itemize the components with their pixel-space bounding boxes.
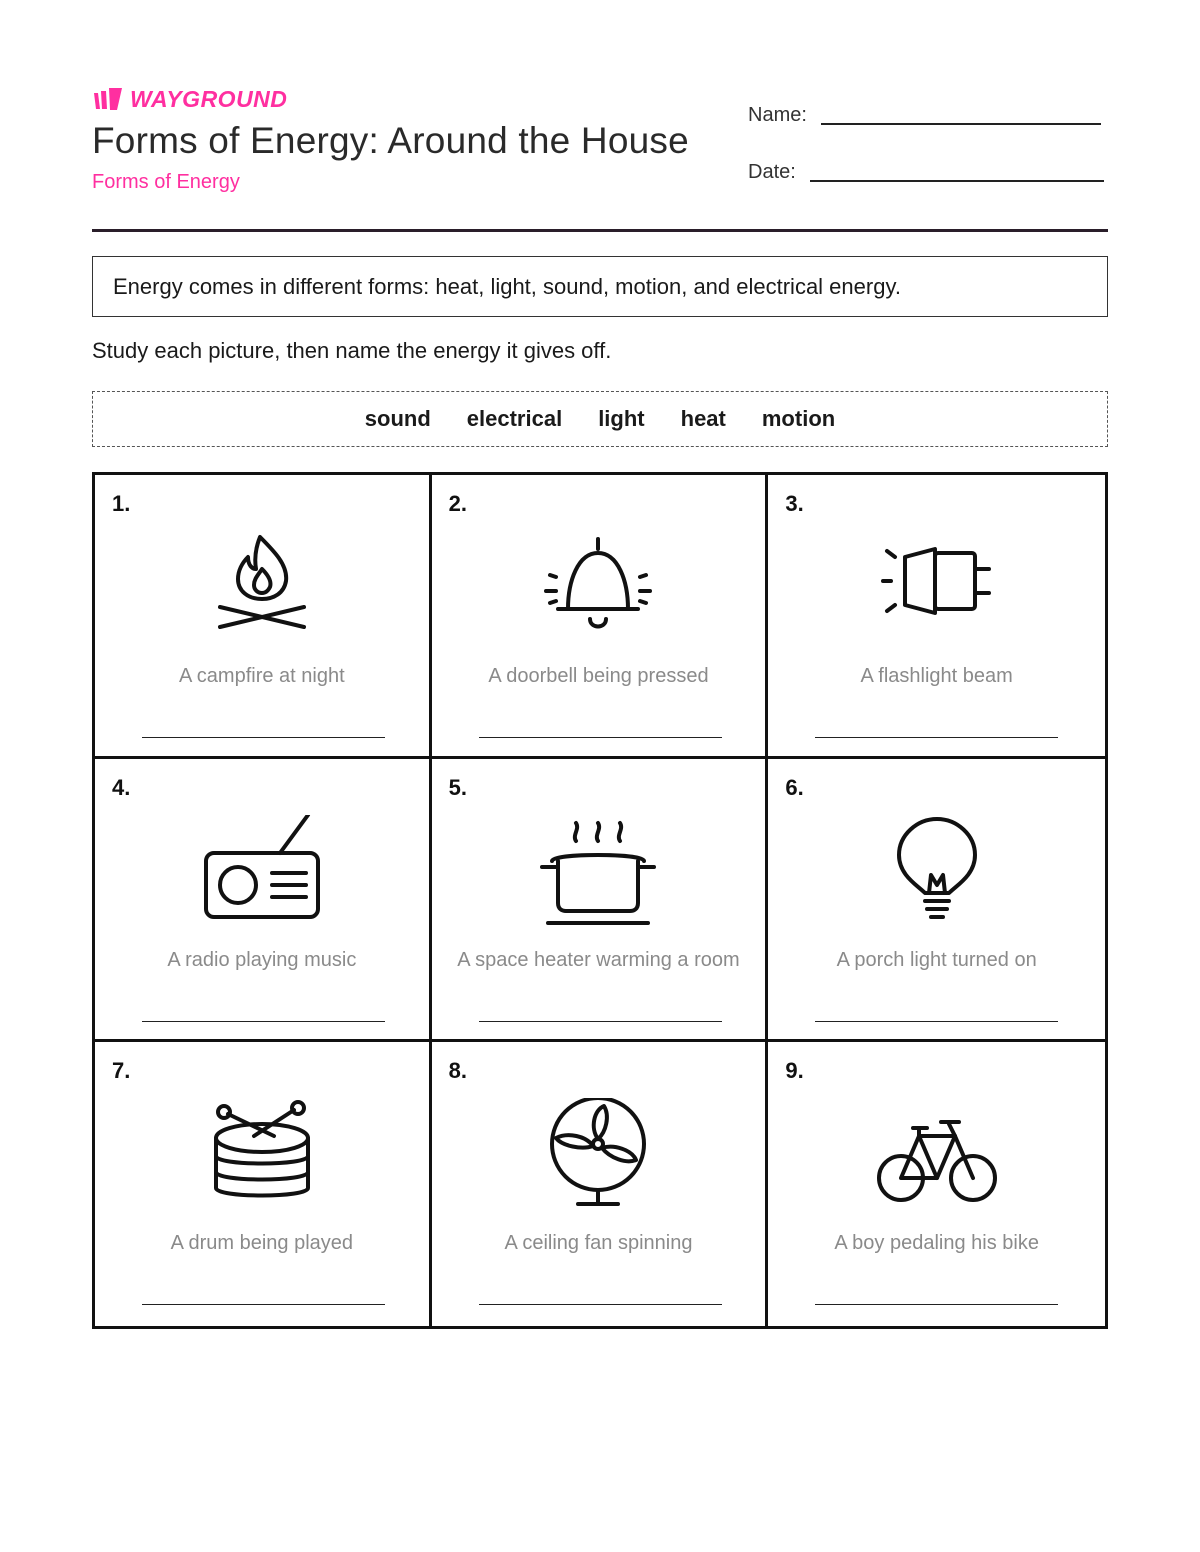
question-cell: [432, 759, 769, 1043]
word-bank-item: electrical: [466, 406, 563, 431]
fan-icon: [538, 1098, 658, 1208]
steaming-pot-icon: [538, 815, 658, 925]
question-caption: A boy pedaling his bike: [834, 1232, 1039, 1255]
answer-line[interactable]: [479, 1304, 722, 1305]
question-caption: A space heater warming a room: [457, 948, 740, 971]
question-number: 6.: [785, 774, 804, 800]
brand-logo: [92, 86, 287, 112]
word-bank-item: motion: [761, 406, 836, 431]
question-cell: [95, 475, 432, 759]
question-caption: A campfire at night: [179, 665, 345, 687]
question-number: 9.: [785, 1058, 804, 1084]
header-divider: [92, 229, 1108, 232]
question-grid: [92, 472, 1108, 1329]
question-number: 3.: [785, 491, 804, 516]
question-cell: [768, 475, 1105, 759]
question-number: 8.: [448, 1058, 468, 1084]
question-number: 4.: [112, 774, 131, 800]
answer-line[interactable]: [815, 1021, 1058, 1022]
date-label: Date:: [748, 161, 796, 183]
wayground-logo-icon: [92, 87, 124, 111]
drum-icon: [202, 1098, 322, 1208]
name-label: Name:: [748, 104, 807, 126]
bicycle-icon: [877, 1098, 997, 1208]
question-cell: [432, 475, 769, 759]
instructions: Study each picture, then name the energy it gives off.: [92, 338, 612, 363]
radio-icon: [202, 815, 322, 925]
question-number: 2.: [448, 491, 468, 516]
name-line[interactable]: [821, 123, 1101, 125]
question-cell: [95, 1042, 432, 1326]
campfire-icon: [202, 531, 322, 641]
question-caption: A ceiling fan spinning: [504, 1232, 693, 1255]
question-cell: [768, 759, 1105, 1043]
question-cell: [95, 759, 432, 1043]
light-bulb-icon: [877, 815, 997, 925]
question-caption: A drum being played: [170, 1232, 353, 1255]
date-field[interactable]: [748, 161, 1104, 184]
info-box: [92, 256, 1108, 317]
answer-line[interactable]: [142, 737, 385, 738]
bell-icon: [538, 531, 658, 641]
question-cell: [768, 1042, 1105, 1326]
question-cell: [432, 1042, 769, 1326]
page-subtitle: Forms of Energy: [92, 171, 240, 193]
word-bank-item: sound: [364, 406, 431, 431]
date-line[interactable]: [810, 180, 1104, 182]
question-number: 1.: [112, 491, 131, 516]
flashlight-icon: [877, 531, 997, 641]
info-text: Energy comes in different forms: heat, light, sound, motion, and electrical energy.: [113, 273, 901, 299]
answer-line[interactable]: [479, 1021, 722, 1022]
question-caption: A radio playing music: [167, 948, 357, 971]
brand-name: WAYGROUND: [130, 85, 288, 112]
word-bank: [92, 391, 1108, 447]
question-number: 5.: [448, 774, 468, 800]
question-caption: A flashlight beam: [860, 665, 1013, 687]
page-title: Forms of Energy: Around the House: [92, 120, 689, 161]
question-caption: A porch light turned on: [836, 948, 1037, 971]
word-bank-item: heat: [680, 406, 726, 431]
answer-line[interactable]: [142, 1021, 385, 1022]
question-number: 7.: [112, 1058, 131, 1084]
answer-line[interactable]: [142, 1304, 385, 1305]
question-caption: A doorbell being pressed: [488, 665, 709, 687]
word-bank-item: light: [598, 406, 645, 431]
name-field[interactable]: [748, 104, 1101, 127]
answer-line[interactable]: [479, 737, 722, 738]
answer-line[interactable]: [815, 1304, 1058, 1305]
worksheet-header: [92, 86, 1108, 232]
answer-line[interactable]: [815, 737, 1058, 738]
